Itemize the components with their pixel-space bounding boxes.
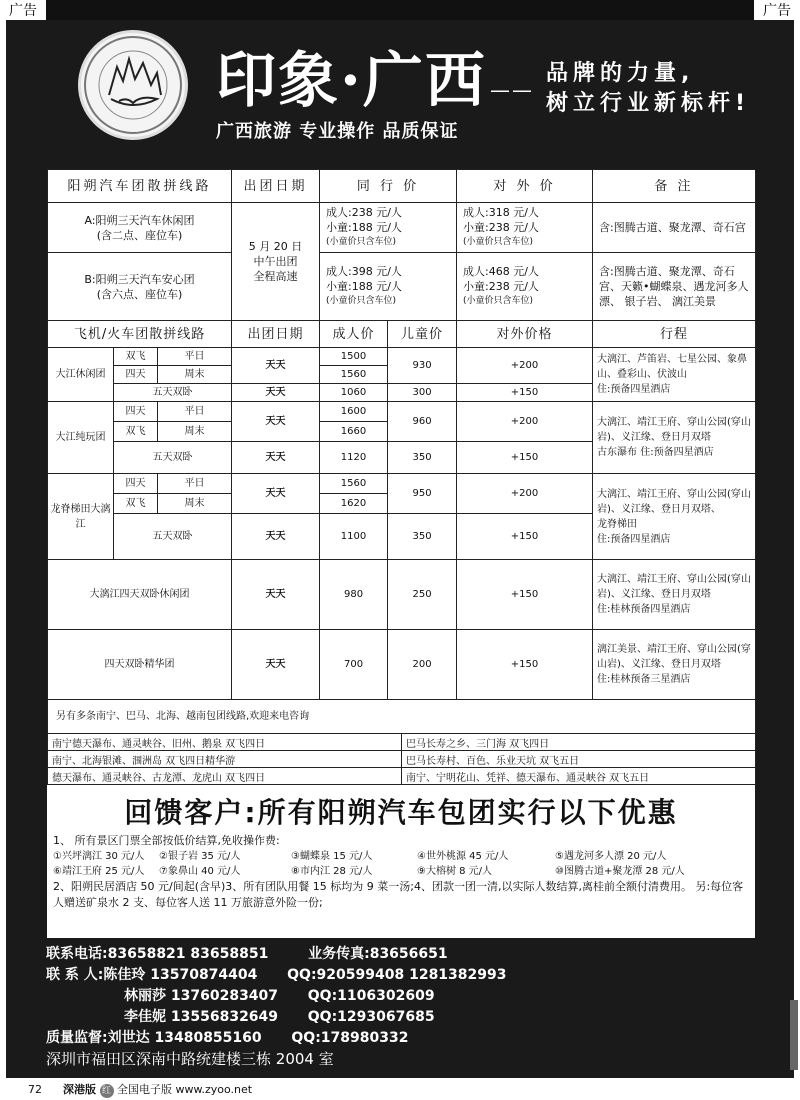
contact-qq: QQ:920599408 1281382993 <box>287 967 507 983</box>
column-header: 阳朔汽车团散拼线路 <box>48 170 232 203</box>
promotion-title: 回馈客户:所有阳朔汽车包团实行以下优惠 <box>124 796 678 829</box>
itinerary <box>593 630 756 700</box>
public-price: +200 <box>457 402 593 442</box>
table-row <box>48 560 756 630</box>
route-cell <box>48 203 232 253</box>
contact-row <box>46 1028 754 1049</box>
route-item: 巴马长寿村、百色、乐业天坑 双飞五日 <box>402 751 756 768</box>
child-price: 350 <box>388 514 457 560</box>
table-row <box>48 751 756 768</box>
ticket-item: ⑦象鼻山 40 元/人 <box>159 866 241 877</box>
adult-price: 1100 <box>320 514 388 560</box>
route-name: A:阳朔三天汽车休闲团 <box>84 213 195 227</box>
column-header: 出团日期 <box>232 321 320 348</box>
table-row <box>48 402 756 422</box>
itinerary-text: 漓江美景、靖江王府、穿山公园(穿山岩)、义江缘、登日月双塔 <box>597 644 751 670</box>
child-price: 200 <box>388 630 457 700</box>
price-note: (小童价只含车位) <box>326 296 397 306</box>
page-footer <box>28 1082 252 1098</box>
route-item: 南宁、宁明花山、凭祥、德天瀑布、通灵峡谷 双飞五日 <box>402 768 756 785</box>
contact-qq: QQ:1106302609 <box>307 988 435 1004</box>
adult-price: 700 <box>320 630 388 700</box>
price-line: 成人:398 元/人 <box>326 265 402 278</box>
table-row <box>48 203 756 253</box>
day-type: 周末 <box>158 422 232 442</box>
ad-label-right: 广告 <box>754 0 800 22</box>
contact-section <box>6 940 794 1078</box>
more-routes-note: 另有多条南宁、巴马、北海、越南包团线路,欢迎来电咨询 <box>48 700 756 734</box>
itinerary-text: 大漓江、芦笛岩、七星公园、象鼻山、叠彩山、伏波山 <box>597 354 748 380</box>
table-header-row <box>48 321 756 348</box>
ad-label-left: 广告 <box>0 0 46 22</box>
transport-cell: 双飞 <box>114 422 158 442</box>
hotel-text: 古东瀑布 住:预备四星酒店 <box>597 447 714 458</box>
ticket-item: ⑨大榕树 8 元/人 <box>417 866 493 877</box>
ticket-item: ⑥靖江王府 25 元/人 <box>53 866 145 877</box>
child-price: 960 <box>388 402 457 442</box>
supervisor-name: 刘世达 <box>107 1030 150 1046</box>
route-desc: (含二点、座位车) <box>96 228 183 242</box>
child-price: 300 <box>388 384 457 402</box>
departure-cell: 天天 <box>232 560 320 630</box>
peer-price-cell <box>320 253 457 321</box>
column-header: 成人价 <box>320 321 388 348</box>
ticket-item: ②银子岩 35 元/人 <box>159 851 241 862</box>
price-note: (小童价只含车位) <box>463 296 534 306</box>
ticket-item: ①兴坪漓江 30 元/人 <box>53 851 145 862</box>
column-header: 同 行 价 <box>320 170 457 203</box>
table-row <box>48 348 756 366</box>
route-desc: (含六点、座位车) <box>96 287 183 301</box>
promotion-line: 2、阳朔民居酒店 50 元/间起(含早)3、所有团队用餐 15 标均为 9 菜一汤;4、团款一团一清,以实际人数结算,离桂前全额付清费用。 另:每位客人赠送矿泉水 2 支、每位客人送 11 万旅游意外险一份; <box>53 880 744 909</box>
contact-name: 陈佳玲 <box>103 967 146 983</box>
slogan-line-1: 品牌的力量, <box>546 61 695 86</box>
contact-phone: 13570874404 <box>150 967 258 983</box>
price-note: (小童价只含车位) <box>463 237 534 247</box>
departure-cell: 天天 <box>232 630 320 700</box>
departure-cell: 天天 <box>232 514 320 560</box>
mountain-swirl-logo-icon <box>78 30 188 140</box>
page-number: 72 <box>28 1083 42 1096</box>
price-line: 小童:188 元/人 <box>326 280 402 293</box>
public-price: +150 <box>457 442 593 474</box>
ticket-item: ③蝴蝶泉 15 元/人 <box>291 851 373 862</box>
date-line: 5 月 20 日 <box>248 240 303 253</box>
departure-cell: 天天 <box>232 348 320 384</box>
table-header-row <box>48 170 756 203</box>
promotion-section <box>47 789 755 938</box>
date-line: 中午出团 <box>253 255 298 268</box>
contact-row <box>46 965 754 986</box>
price-line: 小童:238 元/人 <box>463 280 539 293</box>
edition-label: 深港版 <box>63 1083 96 1096</box>
contact-phone: 13556832649 <box>170 1009 279 1025</box>
transport-cell: 四天 <box>114 474 158 494</box>
hotel-text: 住:预备四星酒店 <box>597 384 671 395</box>
website: 全国电子版 www.zyoo.net <box>117 1083 253 1096</box>
adult-price: 1620 <box>320 494 388 514</box>
day-type: 平日 <box>158 402 232 422</box>
transport-cell: 四天 <box>114 402 158 422</box>
person-label: 联 系 人: <box>46 967 104 983</box>
departure-cell: 天天 <box>232 474 320 514</box>
side-print-mark <box>790 1000 798 1070</box>
adult-price: 1560 <box>320 366 388 384</box>
day-type: 平日 <box>158 348 232 366</box>
address: 深圳市福田区深南中路统建楼三栋 2004 室 <box>46 1050 334 1068</box>
route-item: 南宁、北海银滩、涠洲岛 双飞四日精华游 <box>48 751 402 768</box>
peer-price-cell <box>320 203 457 253</box>
table-row <box>48 768 756 785</box>
table-row <box>48 474 756 494</box>
transport-cell: 四天 <box>114 366 158 384</box>
public-price-cell <box>457 253 593 321</box>
route-item: 南宁德天瀑布、通灵峡谷、旧州、鹅泉 双飞四日 <box>48 734 402 751</box>
child-price: 350 <box>388 442 457 474</box>
column-header: 对 外 价 <box>457 170 593 203</box>
itinerary <box>593 348 756 402</box>
hotel-text: 住:桂林预备四星酒店 <box>597 604 691 615</box>
tour-name: 大江休闲团 <box>48 348 114 402</box>
price-line: 成人:238 元/人 <box>326 206 402 219</box>
route-variant: 五天双卧 <box>114 514 232 560</box>
tour-name: 四天双卧精华团 <box>48 630 232 700</box>
adult-price: 1120 <box>320 442 388 474</box>
contact-name: 林丽莎 <box>124 988 166 1004</box>
column-header: 备 注 <box>593 170 756 203</box>
public-price: +150 <box>457 560 593 630</box>
supervisor-phone: 13480855160 <box>154 1030 262 1046</box>
remarks-cell: 含:图腾古道、聚龙潭、奇石宫、天籁•蝴蝶泉、遇龙河多人漂、 银子岩、 漓江美景 <box>593 253 756 321</box>
date-line: 全程高速 <box>253 270 298 283</box>
column-header: 出团日期 <box>232 170 320 203</box>
itinerary-text: 大漓江、靖江王府、穿山公园(穿山岩)、义江缘、登日月双塔、 <box>597 488 751 515</box>
hotel-text: 住:预备四星酒店 <box>597 533 671 545</box>
contact-row <box>46 1007 754 1028</box>
public-price-cell <box>457 203 593 253</box>
fax-number: 83656651 <box>369 946 448 962</box>
route-variant: 五天双卧 <box>114 384 232 402</box>
price-line: 成人:318 元/人 <box>463 206 539 219</box>
contact-row <box>46 944 754 965</box>
supervisor-qq: QQ:178980332 <box>291 1030 409 1046</box>
contact-row <box>46 986 754 1007</box>
itinerary <box>593 560 756 630</box>
transport-cell: 双飞 <box>114 348 158 366</box>
itinerary-text: 龙脊梯田 <box>597 518 638 530</box>
adult-price: 1500 <box>320 348 388 366</box>
adult-price: 980 <box>320 560 388 630</box>
promotion-line: 1、 所有景区门票全部按低价结算,免收操作费: <box>53 834 280 847</box>
ticket-item: ⑤遇龙河多人漂 20 元/人 <box>555 851 667 862</box>
table-row <box>48 630 756 700</box>
adult-price: 1060 <box>320 384 388 402</box>
child-price: 950 <box>388 474 457 514</box>
column-header: 行程 <box>593 321 756 348</box>
table-row <box>48 253 756 321</box>
contact-qq: QQ:1293067685 <box>307 1009 435 1025</box>
route-cell <box>48 253 232 321</box>
itinerary-text: 大漓江、靖江王府、穿山公园(穿山岩)、义江缘、登日月双塔 <box>597 417 751 443</box>
table-row <box>48 734 756 751</box>
column-header: 儿童价 <box>388 321 457 348</box>
public-price: +150 <box>457 630 593 700</box>
supervisor-label: 质量监督: <box>46 1030 108 1046</box>
main-content-frame <box>6 146 794 940</box>
public-price: +150 <box>457 514 593 560</box>
route-variant: 五天双卧 <box>114 442 232 474</box>
itinerary <box>593 474 756 560</box>
departure-cell: 天天 <box>232 384 320 402</box>
top-strip <box>46 0 754 20</box>
ticket-price-grid <box>53 849 749 879</box>
tour-name: 大漓江四天双卧休闲团 <box>48 560 232 630</box>
transport-cell: 双飞 <box>114 494 158 514</box>
brand-dash: —— <box>490 78 534 102</box>
route-item: 巴马长寿之乡、三门海 双飞四日 <box>402 734 756 751</box>
departure-cell: 天天 <box>232 402 320 442</box>
price-note: (小童价只含车位) <box>326 237 397 247</box>
route-name: B:阳朔三天汽车安心团 <box>84 272 195 286</box>
itinerary <box>593 402 756 474</box>
slogan-line-2: 树立行业新标杆! <box>546 91 751 116</box>
itinerary-text: 大漓江、靖江王府、穿山公园(穿山岩)、义江缘、登日月双塔 <box>597 574 751 600</box>
edition-badge-icon: 红 <box>100 1084 114 1098</box>
contact-phone: 13760283407 <box>170 988 279 1004</box>
price-line: 成人:468 元/人 <box>463 265 539 278</box>
public-price: +150 <box>457 384 593 402</box>
public-price: +200 <box>457 348 593 384</box>
price-line: 小童:188 元/人 <box>326 221 402 234</box>
day-type: 平日 <box>158 474 232 494</box>
adult-price: 1660 <box>320 422 388 442</box>
public-price: +200 <box>457 474 593 514</box>
subtitle: 广西旅游 专业操作 品质保证 <box>216 121 459 142</box>
column-header: 飞机/火车团散拼线路 <box>48 321 232 348</box>
day-type: 周末 <box>158 494 232 514</box>
child-price: 930 <box>388 348 457 384</box>
column-header: 对外价格 <box>457 321 593 348</box>
tour-name: 龙脊梯田大漓江 <box>48 474 114 560</box>
tour-name: 大江纯玩团 <box>48 402 114 474</box>
tel-number: 83658821 83658851 <box>107 946 269 962</box>
fax-label: 业务传真: <box>308 946 370 962</box>
date-cell <box>232 203 320 321</box>
day-type: 周末 <box>158 366 232 384</box>
hotel-text: 住:桂林预备三星酒店 <box>597 674 691 685</box>
route-item: 德天瀑布、通灵峡谷、古龙潭、龙虎山 双飞四日 <box>48 768 402 785</box>
contact-name: 李佳妮 <box>124 1009 166 1025</box>
main-content <box>47 169 755 938</box>
bus-tour-table <box>47 169 756 321</box>
departure-cell: 天天 <box>232 442 320 474</box>
adult-price: 1560 <box>320 474 388 494</box>
tel-label: 联系电话: <box>46 946 108 962</box>
adult-price: 1600 <box>320 402 388 422</box>
brand-title: 印象·广西 <box>216 46 487 116</box>
price-line: 小童:238 元/人 <box>463 221 539 234</box>
info-row <box>48 700 756 734</box>
flight-train-tour-table <box>47 320 756 734</box>
charter-routes-table <box>47 733 756 785</box>
remarks-cell: 含:图腾古道、聚龙潭、奇石宫 <box>593 203 756 253</box>
child-price: 250 <box>388 560 457 630</box>
header-banner <box>6 20 794 146</box>
ticket-item: ⑩图腾古道+聚龙潭 28 元/人 <box>555 866 685 877</box>
ticket-item: ⑧市内江 28 元/人 <box>291 866 373 877</box>
ticket-item: ④世外桃源 45 元/人 <box>417 851 509 862</box>
